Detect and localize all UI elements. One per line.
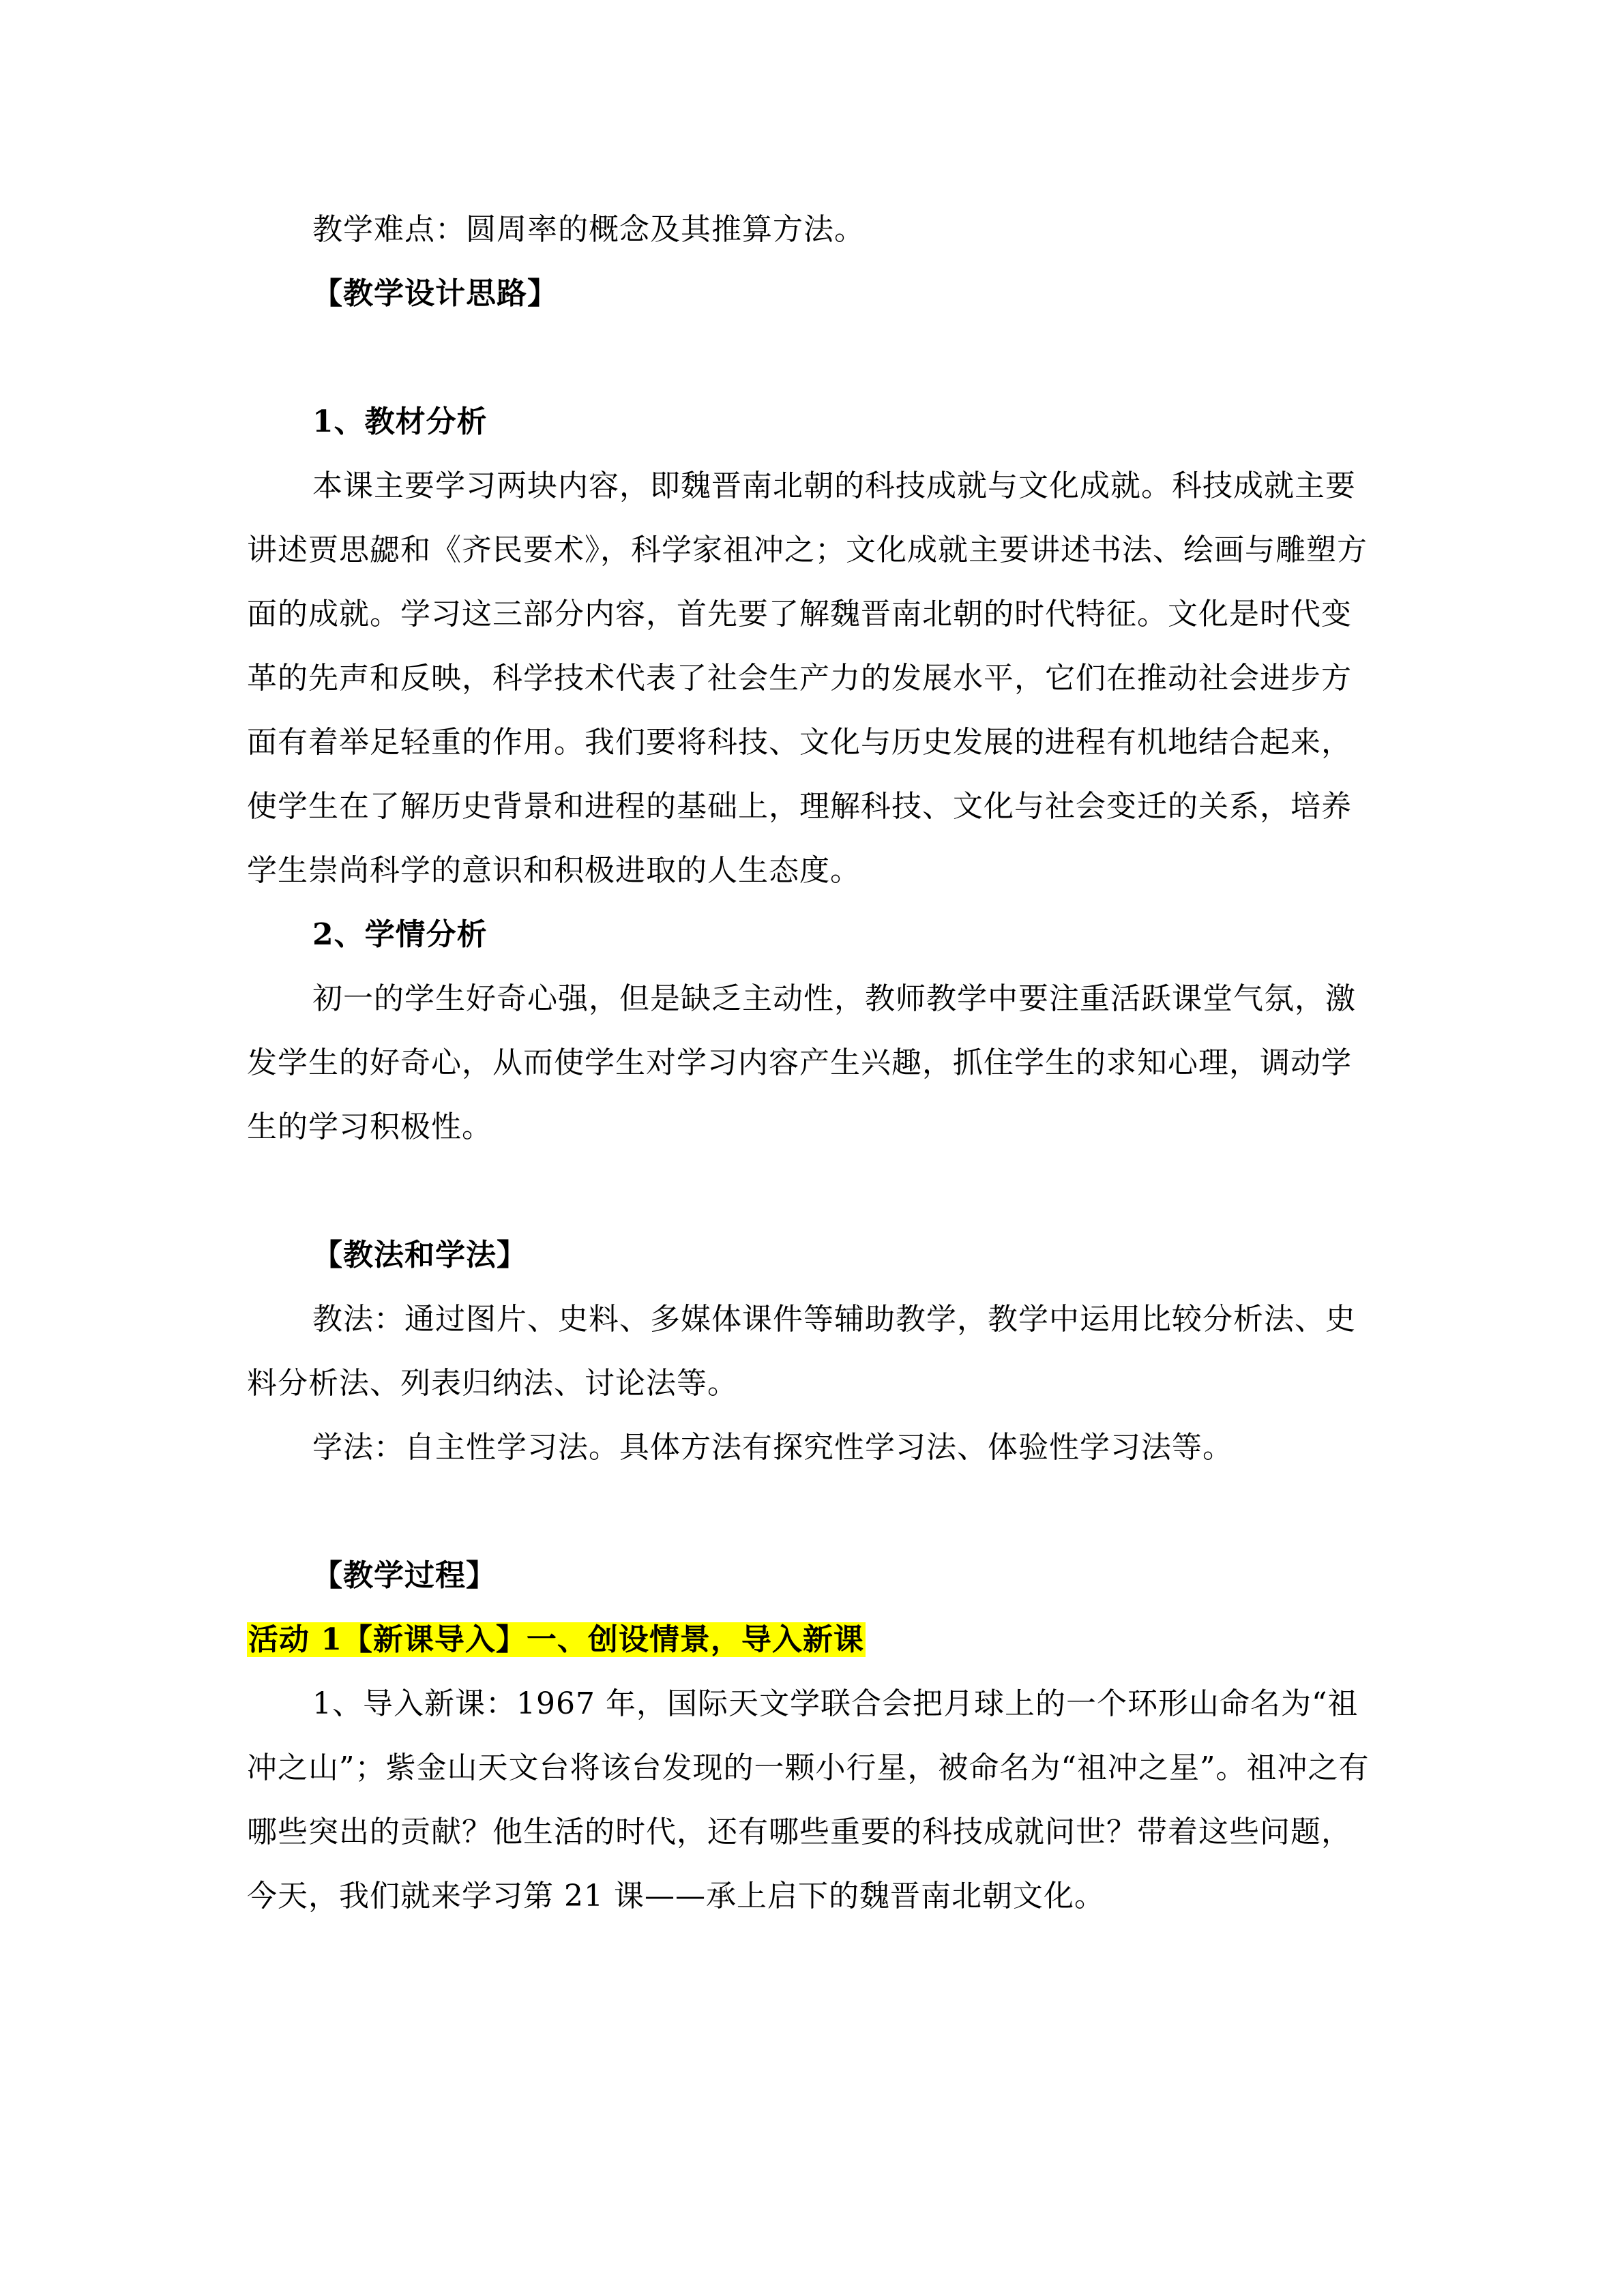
teaching-method-paragraph: 教法：通过图片、史料、多媒体课件等辅助教学，教学中运用比较分析法、史料分析法、列表归纳法、讨论法等。 [247,1302,1356,1401]
spacer [247,326,1372,390]
intro-paragraph: 1、导入新课：1967 年，国际天文学联合会把月球上的一个环形山命名为“祖冲之山”；紫金山天文台将该台发现的一颗小行星，被命名为“祖冲之星”。祖冲之有哪些突出的贡献？他生活的时代，还有哪些重要的科技成就问世？带着这些问题，今天，我们就来学习第 21 课——承上启下的魏晋南北朝文化。 [247,1686,1370,1913]
material-analysis-heading: 1、教材分析 [312,404,488,439]
learning-method-paragraph: 学法：自主性学习法。具体方法有探究性学习法、体验性学习法等。 [312,1430,1233,1465]
design-heading: 【教学设计思路】 [312,276,558,311]
student-analysis-heading: 2、学情分析 [312,917,488,952]
material-analysis-paragraph: 本课主要学习两块内容，即魏晋南北朝的科技成就与文化成就。科技成就主要讲述贾思勰和《齐民要术》，科学家祖冲之；文化成就主要讲述书法、绘画与雕塑方面的成就。学习这三部分内容，首先要了解魏晋南北朝的时代特征。文化是时代变革的先声和反映，科学技术代表了社会生产力的发展水平，它们在推动社会进步方面有着举足轻重的作用。我们要将科技、文化与历史发展的进程有机地结合起来，使学生在了解历史背景和进程的基础上，理解科技、文化与社会变迁的关系，培养学生崇尚科学的意识和积极进取的人生态度。 [247,468,1368,888]
teaching-difficulty-line: 教学难点：圆周率的概念及其推算方法。 [312,212,865,247]
activity-title-highlight: 活动 1【新课导入】一、创设情景，导入新课 [248,1622,864,1657]
spacer [247,1159,1372,1223]
document-body [247,198,1372,1928]
student-analysis-paragraph: 初一的学生好奇心强，但是缺乏主动性，教师教学中要注重活跃课堂气氛，激发学生的好奇心，从而使学生对学习内容产生兴趣，抓住学生的求知心理，调动学生的学习积极性。 [247,981,1356,1144]
methods-heading: 【教法和学法】 [312,1238,527,1272]
spacer [247,1480,1372,1544]
process-heading: 【教学过程】 [312,1558,497,1593]
activity-line [247,1608,1372,1672]
